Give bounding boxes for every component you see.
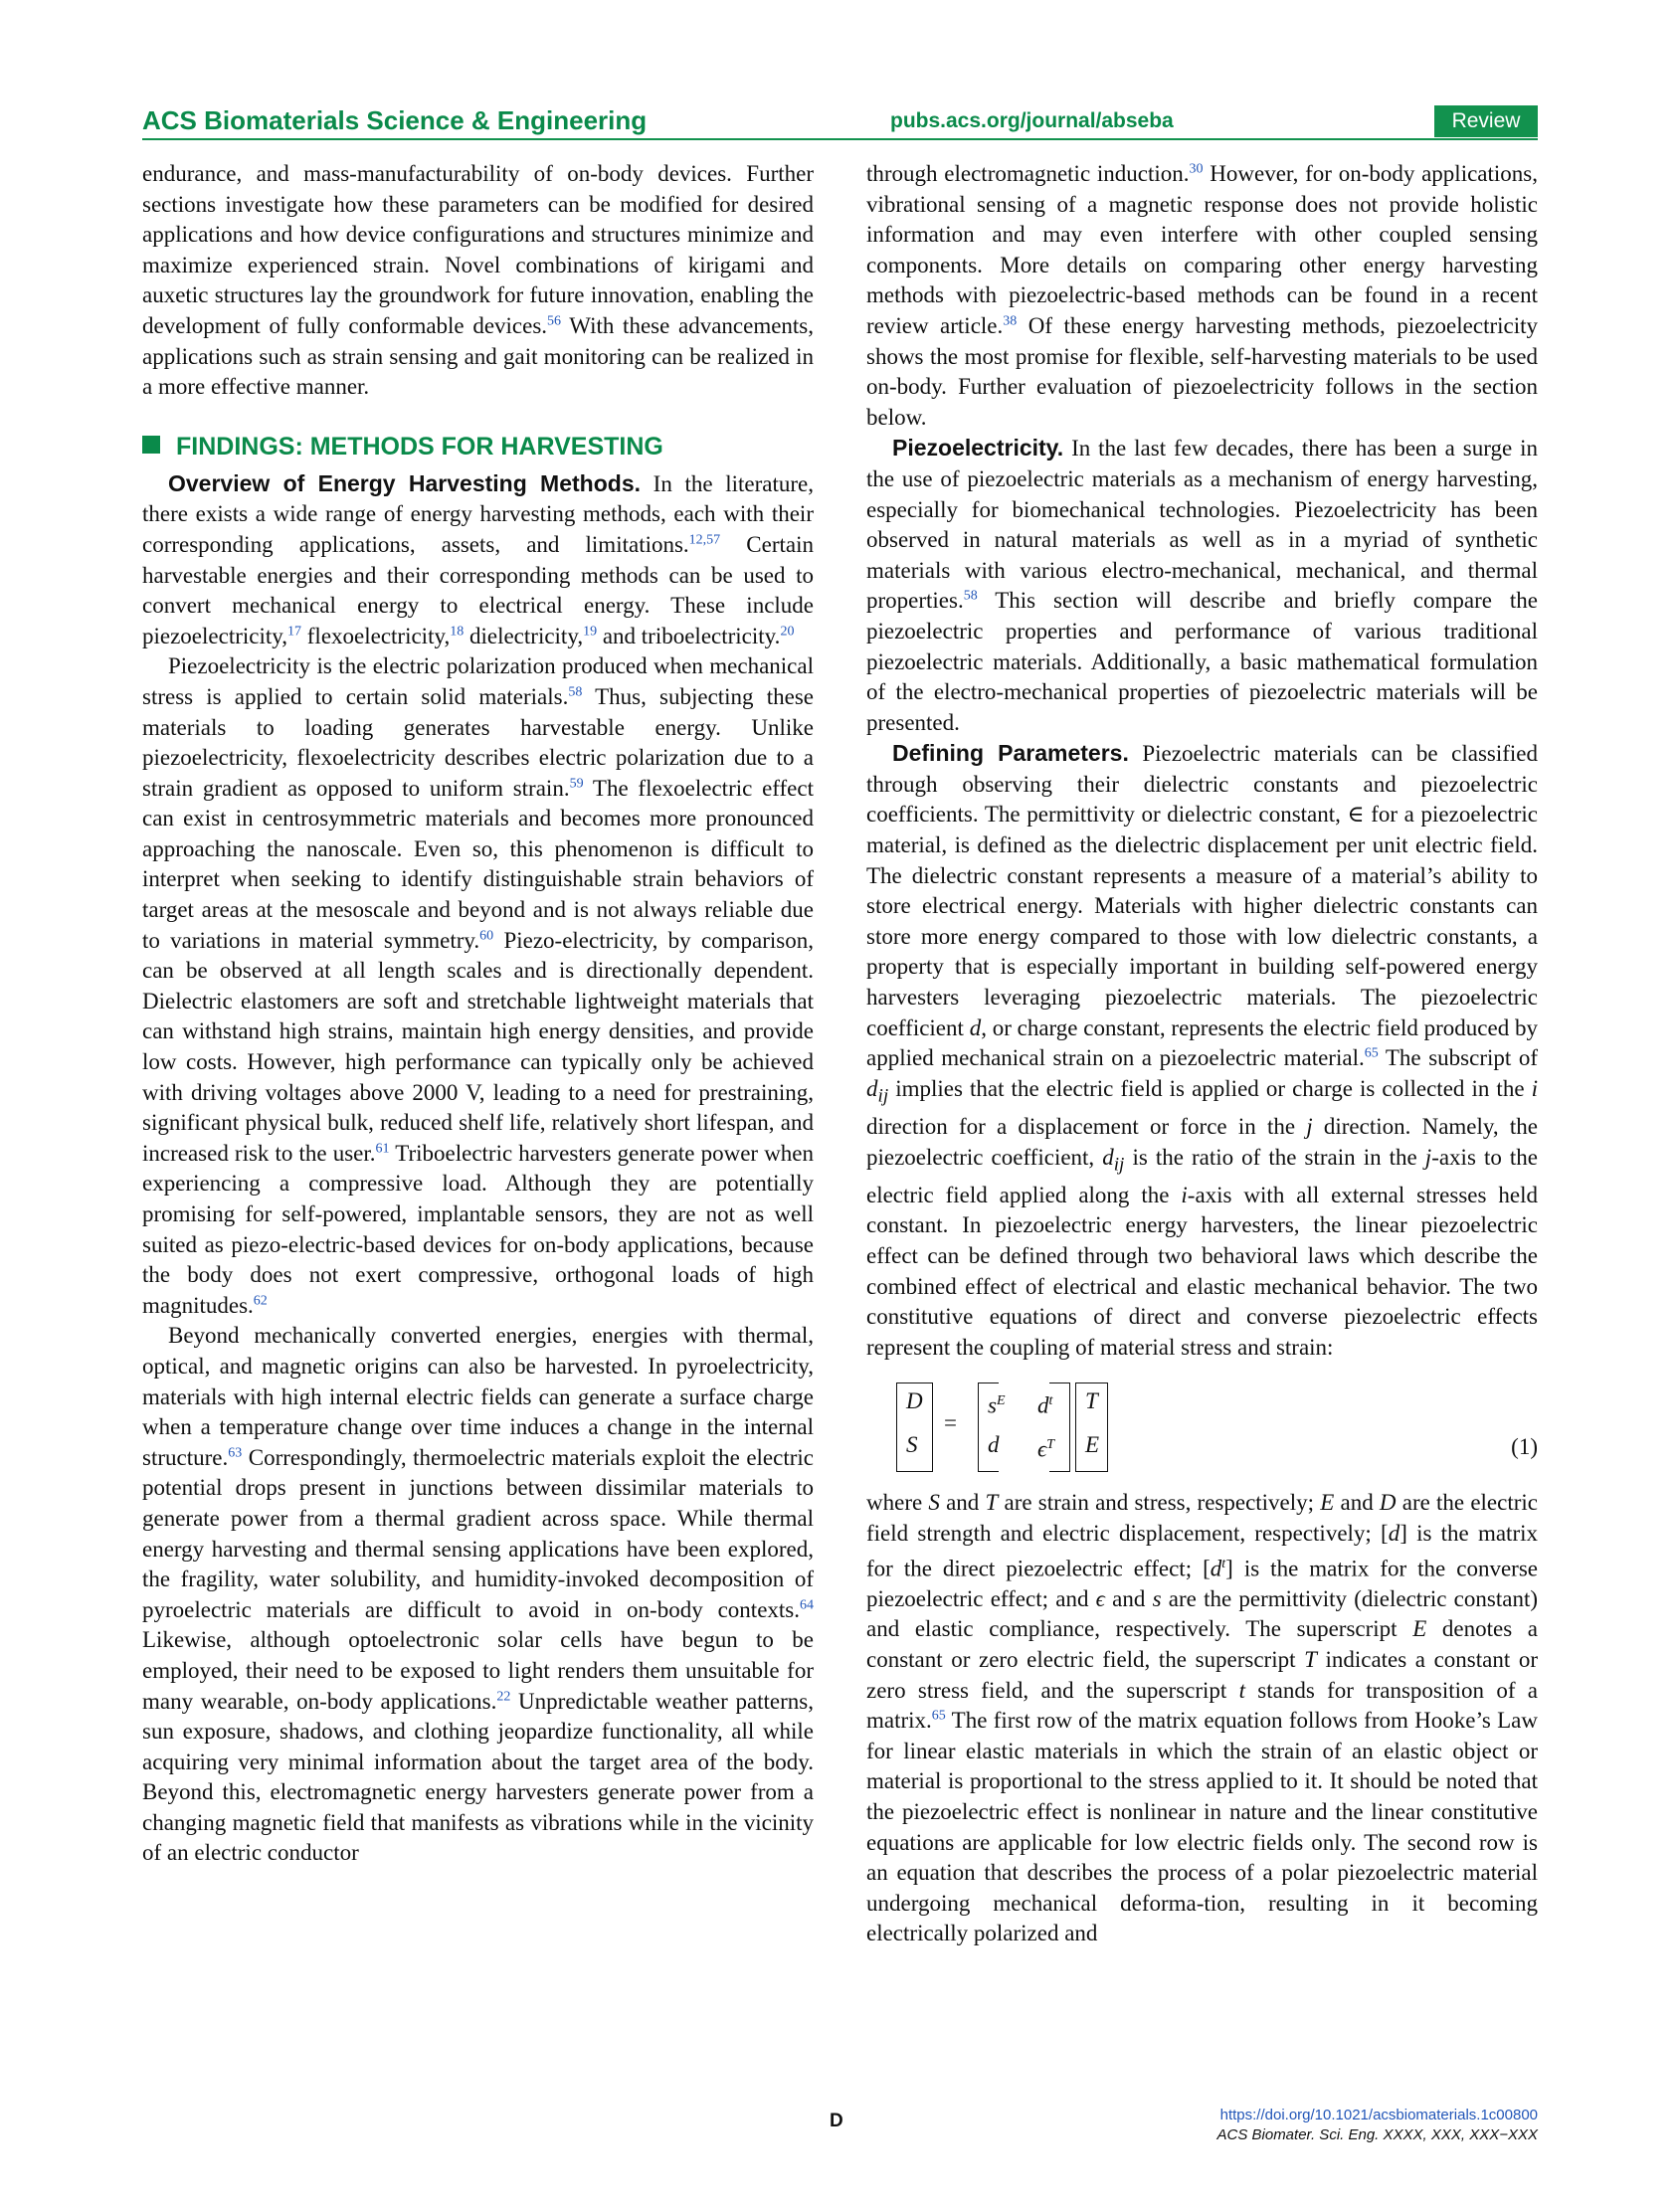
eq-var-D: D [906,1388,923,1414]
journal-title[interactable]: ACS Biomaterials Science & Engineering [142,105,648,135]
reference-link[interactable]: 63 [228,1445,243,1461]
right-bracket [912,1382,933,1472]
paragraph: through electromagnetic induction.$^{30}$ However, for on-body applications, vibrational sensing of a magnetic response does not provide holistic information and may even interfere with other coupled sensing components. More details on comparing other energy harvesting methods with piezoelectric-based methods can be found in a recent review article.$^{38}$ Of these energy harvesting methods, piezoelectricity shows the most promise for flexible, self-harvesting materials to be used on-body. Further evaluation of piezoelectricity follows in the section below. [866,161,1538,430]
reference-link[interactable]: 60 [479,928,494,943]
section-square-icon [142,436,160,454]
journal-url[interactable]: pubs.acs.org/journal/abseba [890,109,1174,132]
eq-equals: = [944,1410,957,1436]
eq-sE: $s^E$ [988,1393,1006,1418]
reference-link[interactable]: 38 [1003,313,1018,329]
doi-link[interactable]: https://doi.org/10.1021/acsbiomaterials.1c00800 [1219,2107,1538,2123]
reference-link[interactable]: 65 [931,1708,946,1724]
eq-dt: $d^t$ [1037,1393,1053,1418]
equation-1 [866,1377,1538,1480]
left-column [142,159,814,1869]
reference-link[interactable]: 61 [375,1141,390,1157]
page-header [142,105,1538,139]
right-bracket [1089,1382,1108,1472]
reference-link[interactable]: 65 [1364,1045,1379,1061]
reference-link[interactable]: 12,57 [688,532,721,548]
header-rule [142,138,1538,140]
subsection-heading: Piezoelectricity. [892,435,1064,461]
eq-eps: $\epsilon^T$ [1037,1437,1055,1462]
eq-var-S: S [906,1432,918,1458]
right-bracket [1049,1382,1070,1472]
paragraph: where S and T are strain and stress, respectively; E and D are the electric field strength and electric displacement, respectively; [d] is the matrix for the direct piezoelectric effect; $[d^t]$ is the matrix for the converse piezoelectric effect; and ϵ and s are the permittivity (dielectric constant) and elastic compliance, respectively. The superscript E denotes a constant or zero electric field, the superscript T indicates a constant or zero stress field, and the superscript t stands for transposition of a matrix.$^{65}$ The first row of the matrix equation follows from Hooke’s Law for linear elastic materials in which the strain of an elastic object or material is proportional to the stress applied to it. It should be noted that the piezoelectric effect is nonlinear in nature and the linear constitutive equations are applicable for low electric fields only. The second row is an equation that describes the process of a polar piezoelectric material undergoing mechanical deforma-tion, resulting in it becoming electrically polarized and [866,1490,1539,1946]
eq-d: d [988,1432,1000,1458]
equation-number: (1) [1511,1434,1538,1460]
eq-var-T: T [1085,1388,1098,1414]
paragraph: endurance, and mass-manufacturability of on-body devices. Further sections investigate how these parameters can be modified for desired applications and how device configurations and structures minimize and maximize experienced strain. Novel combinations of kirigami and auxetic structures lay the groundwork for future innovation, enabling the development of fully conformable devices.$^{56}$ With these advancements, applications such as strain sensing and gait monitoring can be realized in a more effective manner. [142,161,815,400]
reference-link[interactable]: 56 [547,313,562,329]
page-number: D [830,2111,843,2131]
paragraph: Piezoelectricity is the electric polarization produced when mechanical stress is applied to certain solid materials.$^{58}$ Thus, subjecting these materials to loading generates harvestable energy. Unlike piezoelectricity, flexoelectricity describes electric polarization due to a strain gradient as opposed to uniform strain.$^{59}$ The flexoelectric effect can exist in centrosymmetric materials and becomes more pronounced approaching the nanoscale. Even so, this phenomenon is difficult to interpret when seeking to identify distinguishable strain behaviors of target areas at the mesoscale and beyond and is not always reliable due to variations in material symmetry.$^{60}$ Piezo-electricity, by comparison, can be observed at all length scales and is directionally dependent. Dielectric elastomers are soft and stretchable lightweight materials that can withstand high strains, maintain high energy densities, and provide low costs. However, high performance can typically only be achieved with driving voltages above 2000 V, leading to a need for prestraining, significant physical bulk, reduced shelf life, relatively short lifespan, and increased risk to the user.$^{61}$ Triboelectric harvesters generate power when experiencing a compressive load. Although they are potentially promising for self-powered, implantable sensors, they are not as well suited as piezo-electric-based devices for on-body applications, because the body does not exert compressive, orthogonal loads of high magnitudes.$^{62}$ [142,653,815,1318]
right-column [866,159,1538,1949]
reference-link[interactable]: 20 [780,624,795,640]
reference-link[interactable]: 30 [1189,161,1204,177]
reference-link[interactable]: 19 [583,624,598,640]
citation-line: ACS Biomater. Sci. Eng. XXXX, XXX, XXX−XXX [1216,2126,1538,2143]
paragraph: Piezoelectricity. In the last few decades, there has been a surge in the use of piezoelectric materials as a mechanism of energy harvesting, especially for biomechanical technologies. Piezoelectricity has been observed in natural materials as well as in a myriad of synthetic materials with various electro-mechanical, mechanical, and thermal properties.$^{58}$ This section will describe and briefly compare the piezoelectric properties and performance of various traditional piezoelectric materials. Additionally, a basic mathematical formulation of the electro-mechanical properties of piezoelectric materials will be presented. [866,435,1538,735]
reference-link[interactable]: 17 [287,624,302,640]
paragraph: Overview of Energy Harvesting Methods. In the literature, there exists a wide range of energy harvesting methods, each with their corresponding applications, assets, and limitations.$^{12,57}$ Certain harvestable energies and their corresponding methods can be used to convert mechanical energy to electrical energy. These include piezoelectricity,$^{17}$ flexoelectricity,$^{18}$ dielectricity,$^{19}$ and triboelectricity.$^{20}$ [142,469,815,648]
reference-link[interactable]: 18 [450,624,465,640]
reference-link[interactable]: 58 [568,684,583,700]
reference-link[interactable]: 64 [800,1597,814,1613]
paragraph: Defining Parameters. Piezoelectric materials can be classified through observing their dielectric constants and piezoelectric coefficients. The permittivity or dielectric constant, ∈ for a piezoelectric material, is defined as the dielectric displacement per unit electric field. The dielectric constant represents a measure of a material’s ability to store electrical energy. Materials with higher dielectric constants can store more energy compared to those with low dielectric constants, a property that is especially important in building self-powered energy harvesters leveraging piezoelectric materials. The piezoelectric coefficient d, or charge constant, represents the electric field produced by applied mechanical strain on a piezoelectric material.$^{65}$ The subscript of $d_{ij}$ implies that the electric field is applied or charge is collected in the i direction for a displacement or force in the j direction. Namely, the piezoelectric coefficient, $d_{ij}$ is the ratio of the strain in the j-axis to the electric field applied along the i-axis with all external stresses held constant. In piezoelectric energy harvesters, the linear piezoelectric effect can be defined through two behavioral laws which describe the combined effect of electrical and elastic mechanical behavior. The two constitutive equations of direct and converse piezoelectric effects represent the coupling of material stress and strain: [866,740,1538,1360]
reference-link[interactable]: 62 [253,1293,268,1309]
subsection-heading: Overview of Energy Harvesting Methods. [168,469,641,496]
reference-link[interactable]: 58 [963,588,978,604]
section-heading: FINDINGS: METHODS FOR HARVESTING [142,431,814,462]
reference-link[interactable]: 22 [496,1688,511,1704]
subsection-heading: Defining Parameters. [892,740,1129,767]
article-type-badge: Review [1434,105,1538,137]
eq-var-E: E [1085,1432,1100,1458]
reference-link[interactable]: 59 [569,776,584,792]
paragraph: Beyond mechanically converted energies, energies with thermal, optical, and magnetic origins can also be harvested. In pyroelectricity, materials with high internal electric fields can generate a surface charge when a temperature change over time induces a change in the internal structure.$^{63}$ Correspondingly, thermoelectric materials exploit the electric potential drops present in junctions between dissimilar materials to generate power from a thermal gradient across space. While thermal energy harvesting and thermal sensing applications have been explored, the fragility, water solubility, and humidity-invoked decomposition of pyroelectric materials are difficult to avoid in on-body contexts.$^{64}$ Likewise, although optoelectronic solar cells have begun to be employed, their need to be exposed to light renders them unsuitable for many wearable, on-body applications.$^{22}$ Unpredictable weather patterns, sun exposure, shadows, and clothing jeopardize functionality, all while acquiring very minimal information about the target area of the body. Beyond this, electromagnetic energy harvesters generate power from a changing magnetic field that manifests as vibrations while in the vicinity of an electric conductor [142,1323,814,1866]
